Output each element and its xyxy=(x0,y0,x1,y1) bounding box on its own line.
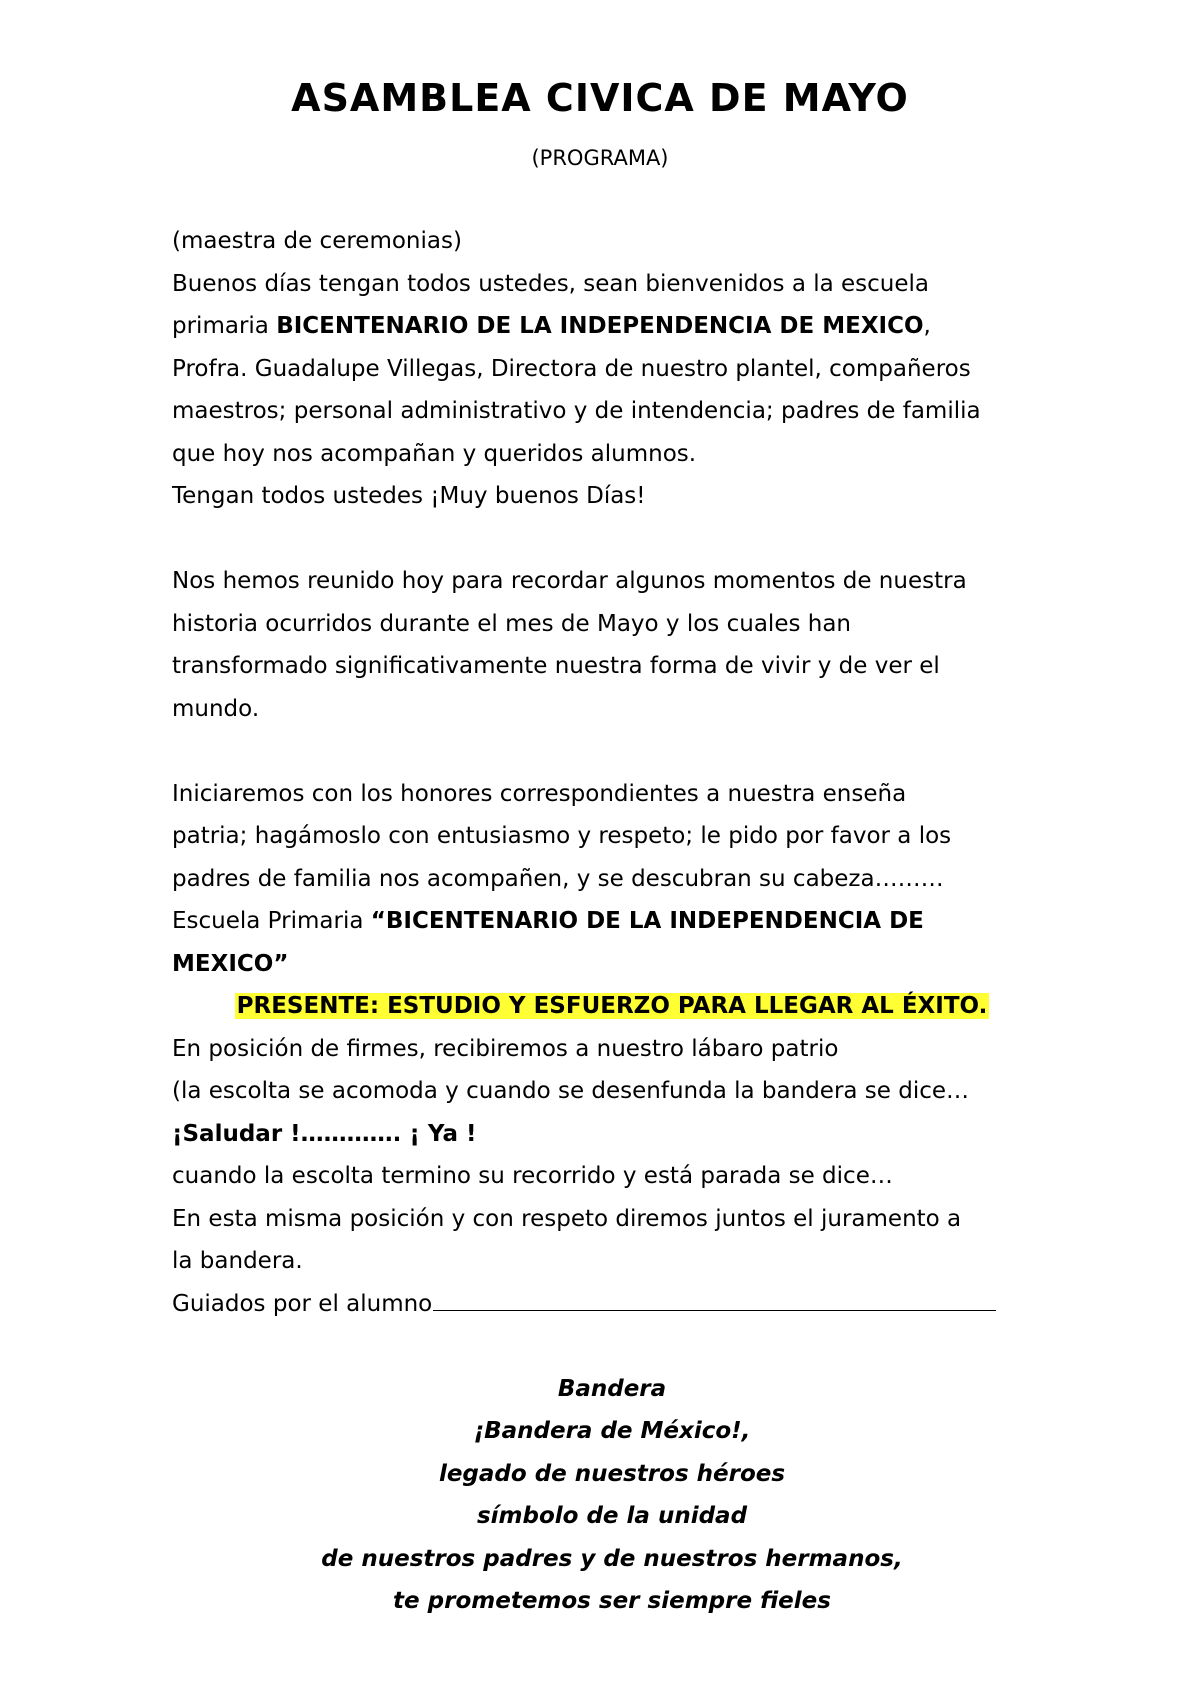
greeting-line-2-suffix: , xyxy=(923,313,931,339)
greeting-line-2 xyxy=(172,305,1052,348)
school-name-quoted: “BICENTENARIO DE LA INDEPENDENCIA DE xyxy=(370,908,924,934)
greeting-line-4: maestros; personal administrativo y de intendencia; padres de familia xyxy=(172,398,981,424)
honors-line-4-prefix: Escuela Primaria xyxy=(172,908,371,934)
purpose-line-1: Nos hemos reunido hoy para recordar algunos momentos de nuestra xyxy=(172,568,967,594)
honors-line-8 xyxy=(172,1113,1052,1156)
greeting-line-2-prefix: primaria xyxy=(172,313,277,339)
student-name-blank xyxy=(433,1284,996,1311)
flag-oath-poem xyxy=(172,1368,1052,1623)
honors-line-9: cuando la escolta termino su recorrido y está parada se dice… xyxy=(172,1163,893,1189)
honors-line-4 xyxy=(172,900,1052,943)
purpose-line-2: historia ocurridos durante el mes de Mayo y los cuales han xyxy=(172,610,852,637)
poem-line: legado de nuestros héroes xyxy=(438,1460,786,1487)
honors-line-3: padres de familia nos acompañen, y se descubran su cabeza……… xyxy=(172,865,944,892)
greeting-line-5: que hoy nos acompañan y queridos alumnos. xyxy=(172,440,697,467)
poem-line: de nuestros padres y de nuestros hermanos, xyxy=(321,1545,903,1572)
honors-line-7: (la escolta se acomoda y cuando se desenfunda la bandera se dice… xyxy=(172,1078,970,1104)
motto-line xyxy=(172,985,1052,1028)
document-title: ASAMBLEA CIVICA DE MAYO xyxy=(291,76,909,120)
spacer xyxy=(172,730,1052,773)
school-name: BICENTENARIO DE LA INDEPENDENCIA DE MEXICO xyxy=(276,313,924,339)
honors-line-1: Iniciaremos con los honores correspondientes a nuestra enseña xyxy=(172,780,907,807)
greeting-line-3: Profra. Guadalupe Villegas, Directora de nuestro plantel, compañeros xyxy=(172,355,971,382)
school-name-quoted-end: MEXICO” xyxy=(172,950,289,977)
document-subtitle: (PROGRAMA) xyxy=(531,146,669,170)
honors-line-12 xyxy=(172,1283,1052,1326)
purpose-line-4: mundo. xyxy=(172,695,260,722)
student-guide-label: Guiados por el alumno xyxy=(172,1290,433,1317)
poem-line: símbolo de la unidad xyxy=(476,1503,748,1529)
honors-line-5 xyxy=(172,943,1052,986)
greeting-line-1: Buenos días tengan todos ustedes, sean bienvenidos a la escuela xyxy=(172,270,930,297)
greeting-line-6: Tengan todos ustedes ¡Muy buenos Días! xyxy=(172,483,646,509)
honors-line-11: la bandera. xyxy=(172,1248,303,1274)
poem-line: te prometemos ser siempre fieles xyxy=(393,1588,831,1614)
salute-command: ¡Saludar !…………. ¡ Ya ! xyxy=(172,1120,477,1147)
poem-line: Bandera xyxy=(557,1375,667,1402)
spacer xyxy=(172,518,1052,561)
purpose-line-3: transformado significativamente nuestra forma de vivir y de ver el xyxy=(172,653,940,679)
poem-line: ¡Bandera de México!, xyxy=(473,1418,751,1444)
speaker-role: (maestra de ceremonias) xyxy=(172,228,462,254)
honors-line-2: patria; hagámoslo con entusiasmo y respeto; le pido por favor a los xyxy=(172,823,952,849)
honors-line-10: En esta misma posición y con respeto diremos juntos el juramento a xyxy=(172,1205,962,1232)
honors-line-6: En posición de firmes, recibiremos a nuestro lábaro patrio xyxy=(172,1035,839,1062)
document-body xyxy=(172,220,1052,1623)
school-motto: PRESENTE: ESTUDIO Y ESFUERZO PARA LLEGAR AL ÉXITO. xyxy=(236,993,988,1019)
